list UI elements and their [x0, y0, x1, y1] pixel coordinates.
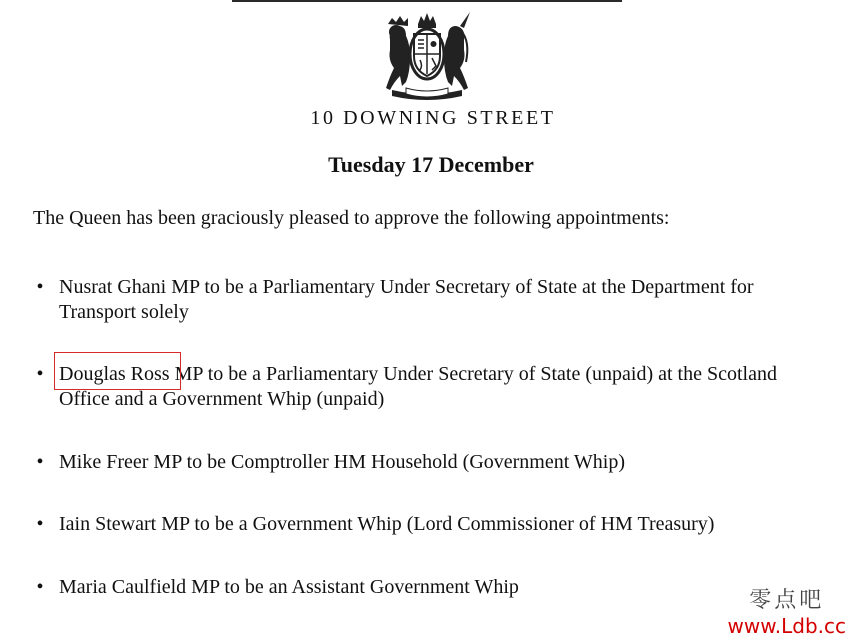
list-item: [36, 450, 839, 475]
list-item-line: Maria Caulfield MP to be an Assistant Government Whip: [59, 576, 519, 598]
list-item: [36, 575, 839, 600]
watermark: [728, 583, 846, 638]
royal-coat-of-arms-icon: [380, 10, 474, 105]
list-item-line: Office and a Government Whip (unpaid): [59, 388, 385, 410]
bullet-icon: •: [36, 363, 44, 385]
list-item-line: Nusrat Ghani MP to be a Parliamentary Under Secretary of State at the Department for: [59, 276, 754, 298]
bullet-icon: •: [36, 276, 44, 298]
bullet-icon: •: [36, 576, 44, 598]
intro-text: The Queen has been graciously pleased to approve the following appointments:: [33, 207, 670, 229]
list-item-line: Douglas Ross MP to be a Parliamentary Under Secretary of State (unpaid) at the Scotland: [59, 363, 777, 385]
list-item-line: Iain Stewart MP to be a Government Whip (Lord Commissioner of HM Treasury): [59, 513, 715, 535]
list-item-line: Transport solely: [59, 301, 189, 323]
list-item-line: Mike Freer MP to be Comptroller HM Household (Government Whip): [59, 451, 626, 473]
org-name: 10 DOWNING STREET: [310, 107, 556, 129]
highlight-box: [54, 352, 181, 390]
bullet-icon: •: [36, 451, 44, 473]
watermark-url: www.Ldb.cc: [727, 614, 846, 638]
top-rule: [232, 0, 622, 2]
watermark-text: 零点吧: [749, 588, 825, 613]
bullet-icon: •: [36, 513, 44, 535]
list-item: [36, 275, 839, 325]
page-title: Tuesday 17 December: [328, 152, 534, 177]
list-item: [36, 512, 839, 537]
